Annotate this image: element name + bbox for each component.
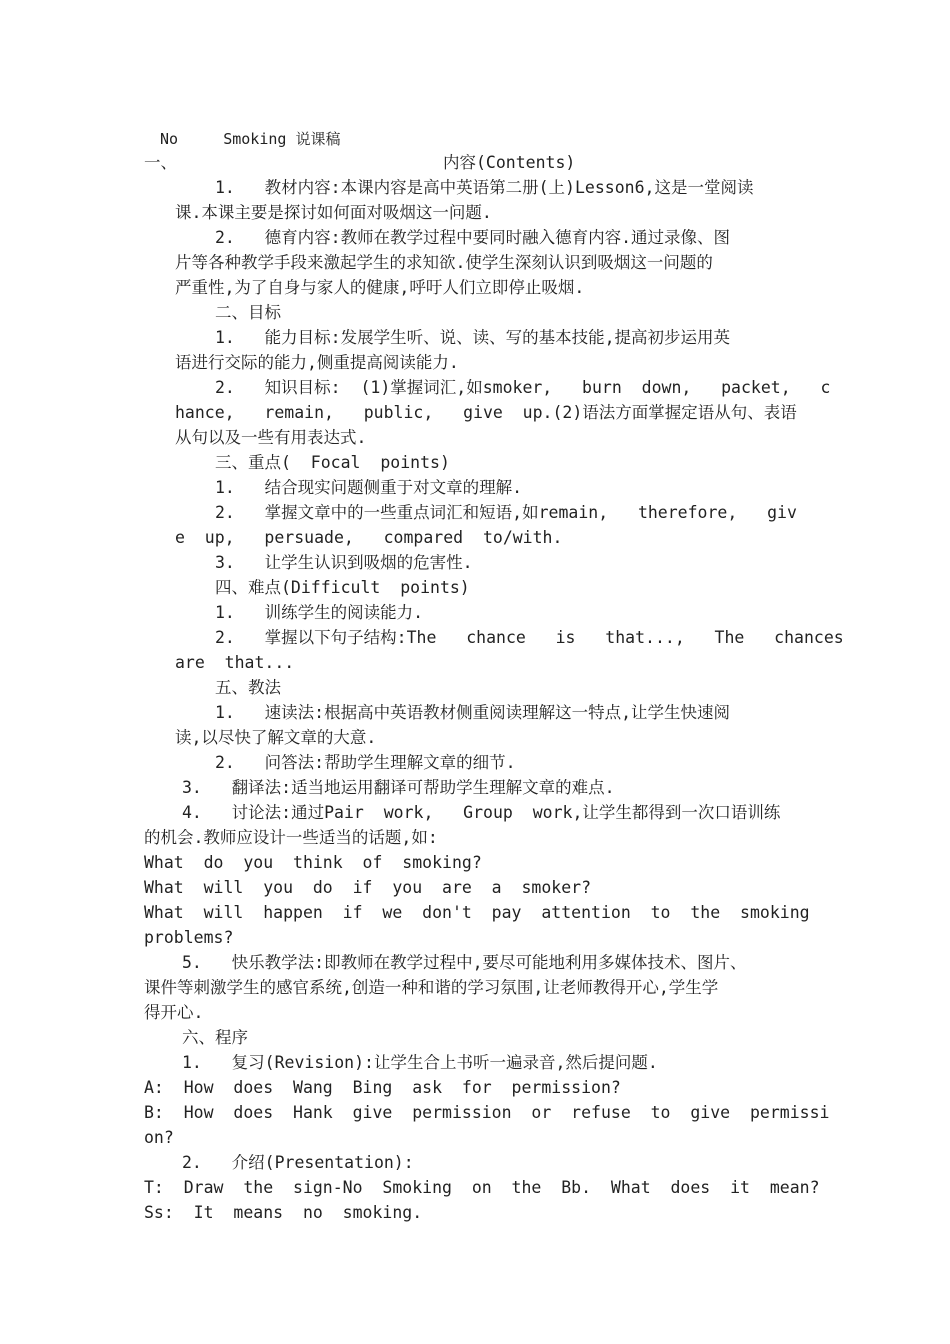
text-line: 语进行交际的能力,侧重提高阅读能力. <box>175 353 459 372</box>
text-line: 课.本课主要是探讨如何面对吸烟这一问题. <box>175 203 492 222</box>
text-line: 1. 能力目标:发展学生听、说、读、写的基本技能,提高初步运用英 <box>215 328 731 347</box>
text-line: hance, remain, public, give up.(2)语法方面掌握定语从句、表语 <box>175 403 797 422</box>
text-line: 1. 教材内容:本课内容是高中英语第二册(上)Lesson6,这是一堂阅读 <box>215 178 754 197</box>
section-heading: 五、教法 <box>215 678 281 697</box>
text-line: 读,以尽快了解文章的大意. <box>175 728 377 747</box>
document-title: No Smoking 说课稿 <box>160 130 341 148</box>
text-line: Ss: It means no smoking. <box>144 1203 423 1222</box>
section-heading: 内容(Contents) <box>443 153 576 172</box>
text-line: 从句以及一些有用表达式. <box>175 428 367 447</box>
text-line: 2. 知识目标: (1)掌握词汇,如smoker, burn down, packet, c <box>215 378 831 397</box>
text-line: 片等各种教学手段来激起学生的求知欲.使学生深刻认识到吸烟这一问题的 <box>175 253 713 272</box>
text-line: What will happen if we don't pay attention to the smoking <box>144 903 810 922</box>
text-line: T: Draw the sign-No Smoking on the Bb. What does it mean? <box>144 1178 820 1197</box>
text-line: What do you think of smoking? <box>144 853 482 872</box>
section-number: 一、 <box>144 153 177 172</box>
text-line: 2. 介绍(Presentation): <box>182 1153 414 1172</box>
text-line: 4. 讨论法:通过Pair work, Group work,让学生都得到一次口语训练 <box>182 803 781 822</box>
text-line: 1. 训练学生的阅读能力. <box>215 603 424 622</box>
text-line: What will you do if you are a smoker? <box>144 878 592 897</box>
text-line: B: How does Hank give permission or refuse to give permissi <box>144 1103 830 1122</box>
text-line: 1. 复习(Revision):让学生合上书听一遍录音,然后提问题. <box>182 1053 658 1072</box>
section-heading: 二、目标 <box>215 303 281 322</box>
text-line: 2. 德育内容:教师在教学过程中要同时融入德育内容.通过录像、图 <box>215 228 731 247</box>
text-line: 2. 问答法:帮助学生理解文章的细节. <box>215 753 516 772</box>
text-line: 2. 掌握文章中的一些重点词汇和短语,如remain, therefore, giv <box>215 503 797 522</box>
section-heading: 四、难点(Difficult points) <box>215 578 470 597</box>
text-line: 的机会.教师应设计一些适当的话题,如: <box>144 828 438 847</box>
text-line: 得开心. <box>144 1003 204 1022</box>
text-line: 5. 快乐教学法:即教师在教学过程中,要尽可能地利用多媒体技术、图片、 <box>182 953 747 972</box>
text-line: are that... <box>175 653 295 672</box>
text-line: 严重性,为了自身与家人的健康,呼吁人们立即停止吸烟. <box>175 278 585 297</box>
text-line: 3. 翻译法:适当地运用翻译可帮助学生理解文章的难点. <box>182 778 615 797</box>
text-line: 1. 结合现实问题侧重于对文章的理解. <box>215 478 523 497</box>
text-line: problems? <box>144 928 234 947</box>
text-line: 3. 让学生认识到吸烟的危害性. <box>215 553 473 572</box>
text-line: 2. 掌握以下句子结构:The chance is that..., The chances <box>215 628 844 647</box>
text-line: 课件等刺激学生的感官系统,创造一种和谐的学习氛围,让老师教得开心,学生学 <box>144 978 719 997</box>
text-line: A: How does Wang Bing ask for permission? <box>144 1078 621 1097</box>
section-heading: 六、程序 <box>182 1028 248 1047</box>
text-line: on? <box>144 1128 174 1147</box>
text-line: 1. 速读法:根据高中英语教材侧重阅读理解这一特点,让学生快速阅 <box>215 703 731 722</box>
text-line: e up, persuade, compared to/with. <box>175 528 563 547</box>
section-heading: 三、重点( Focal points) <box>215 453 450 472</box>
